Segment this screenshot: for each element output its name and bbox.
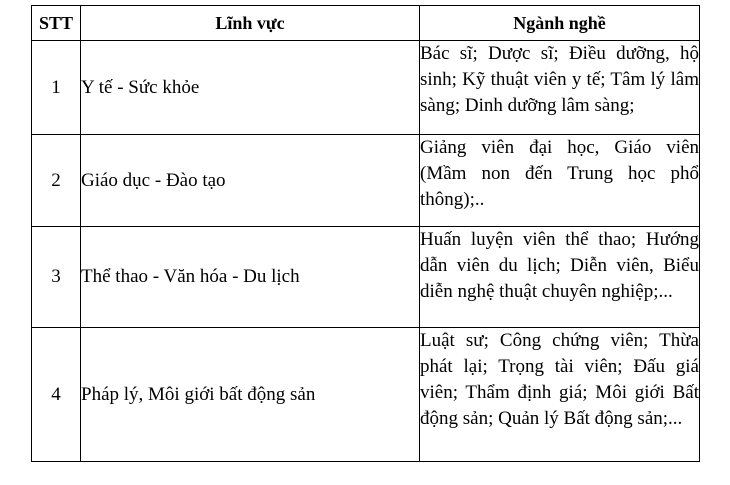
row-jobs-cell <box>420 227 700 328</box>
row-field: Thể thao - Văn hóa - Du lịch <box>81 227 420 328</box>
row-field: Y tế - Sức khỏe <box>81 41 420 135</box>
row-field: Giáo dục - Đào tạo <box>81 135 420 227</box>
table-row <box>32 328 700 462</box>
table-row <box>32 227 700 328</box>
header-field: Lĩnh vực <box>81 6 420 41</box>
row-jobs: Giảng viên đại học, Giáo viên (Mầm non đến Trung học phổ thông);.. <box>420 137 699 210</box>
table-row <box>32 135 700 227</box>
row-stt: 3 <box>32 227 81 328</box>
table-row <box>32 41 700 135</box>
row-jobs: Huấn luyện viên thể thao; Hướng dẫn viên du lịch; Diễn viên, Biểu diễn nghệ thuật chuyên nghiệp;... <box>420 229 699 302</box>
row-stt: 2 <box>32 135 81 227</box>
row-jobs-cell <box>420 328 700 462</box>
header-row <box>32 6 700 41</box>
row-jobs: Luật sư; Công chứng viên; Thừa phát lại; Trọng tài viên; Đấu giá viên; Thẩm định giá; Môi giới Bất động sản; Quản lý Bất động sản;... <box>420 330 699 429</box>
header-jobs: Ngành nghề <box>420 6 700 41</box>
header-stt: STT <box>32 6 81 41</box>
row-field: Pháp lý, Môi giới bất động sản <box>81 328 420 462</box>
row-jobs-cell <box>420 135 700 227</box>
row-stt: 1 <box>32 41 81 135</box>
careers-table <box>31 5 700 462</box>
row-stt: 4 <box>32 328 81 462</box>
row-jobs-cell <box>420 41 700 135</box>
row-jobs: Bác sĩ; Dược sĩ; Điều dưỡng, hộ sinh; Kỹ thuật viên y tế; Tâm lý lâm sàng; Dinh dưỡng lâm sàng; <box>420 43 699 116</box>
